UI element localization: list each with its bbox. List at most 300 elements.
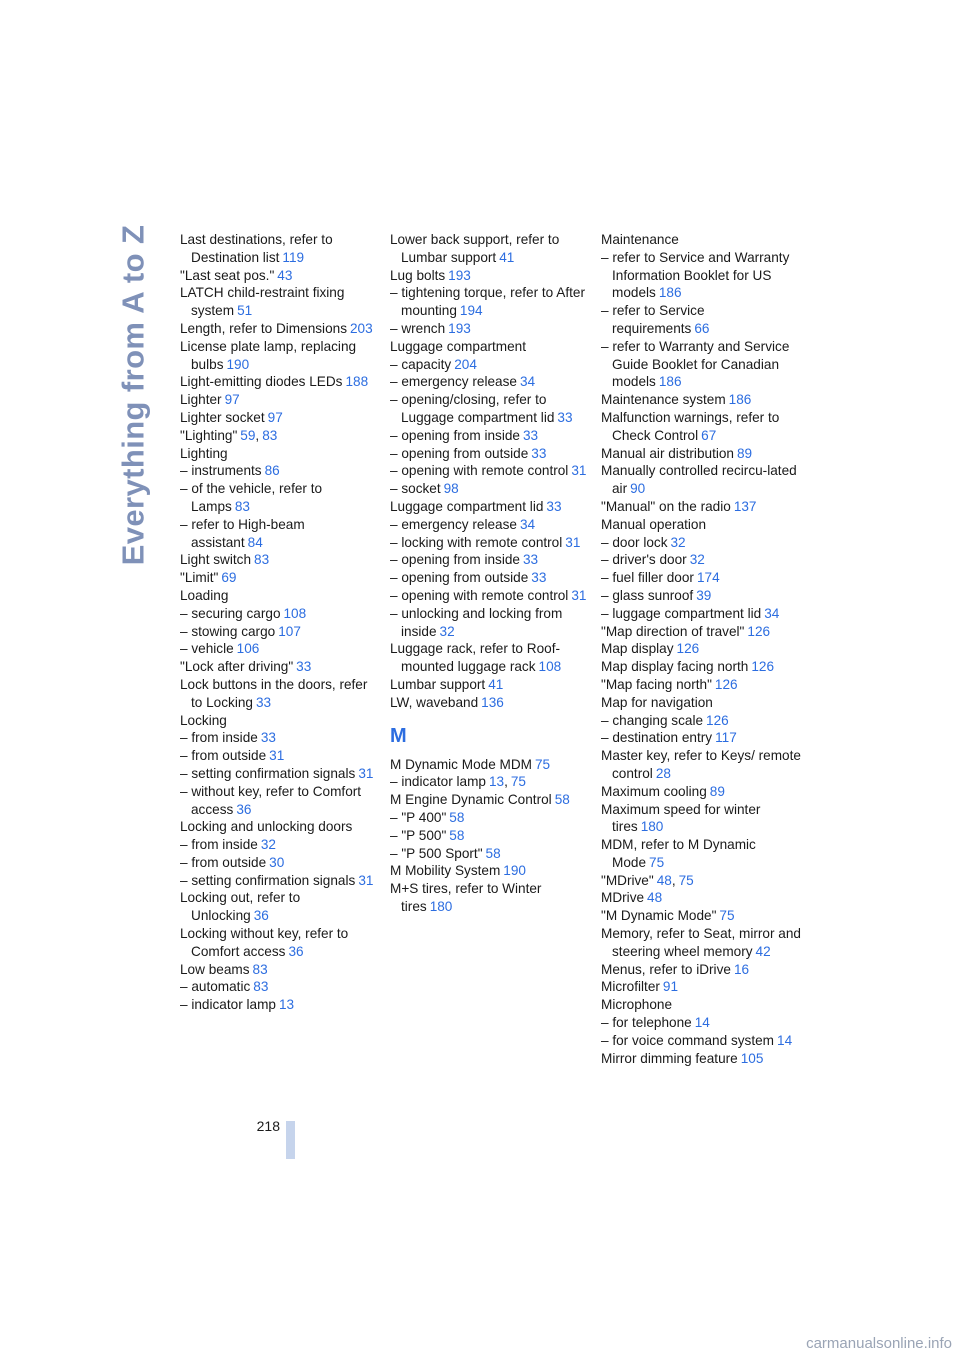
index-entry-term: MDM, refer to M Dynamic Mode	[601, 837, 756, 870]
index-entry	[180, 658, 380, 676]
index-entry	[390, 773, 590, 791]
index-entry-term: – opening from outside	[390, 570, 529, 586]
index-entry-term: – socket	[390, 481, 441, 497]
index-entry	[601, 338, 801, 391]
page-reference-link[interactable]: 126	[706, 712, 729, 728]
index-entry-term: – luggage compartment lid	[601, 605, 762, 621]
index-entry-term: Menus, refer to iDrive	[601, 961, 731, 977]
page-reference-link[interactable]: 30	[269, 854, 285, 870]
index-entry-term: – setting confirmation signals	[180, 765, 356, 781]
page-reference-link[interactable]: 89	[709, 783, 725, 799]
index-entry-term: Locking out, refer to Unlocking	[180, 890, 301, 924]
index-entry	[601, 391, 801, 409]
index-entry	[390, 587, 590, 605]
index-entry-term: – glass sunroof	[601, 587, 694, 603]
page-reference-link[interactable]: 58	[449, 809, 465, 825]
index-entry-term: Lower back support, refer to Lumbar support	[390, 232, 560, 265]
index-entry-term: Microfilter	[601, 979, 660, 995]
index-entry	[180, 729, 380, 747]
index-entry	[390, 373, 590, 391]
index-entry-term: "M Dynamic Mode"	[601, 908, 717, 924]
page-reference-link[interactable]: 126	[751, 659, 775, 675]
index-entry	[390, 676, 590, 694]
index-entry-term: Luggage compartment	[390, 338, 527, 354]
index-entry	[390, 427, 590, 445]
page-reference-link[interactable]: 33	[522, 552, 539, 568]
index-entry-term: Microphone	[601, 997, 673, 1013]
page-reference-link[interactable]: 58	[554, 792, 570, 808]
index-entry	[601, 747, 801, 783]
index-column-3	[601, 231, 801, 1067]
index-letter-heading: M	[390, 724, 407, 747]
page-reference-link[interactable]: 33	[531, 570, 547, 586]
index-entry	[180, 373, 380, 391]
index-entry-term: – emergency release	[390, 374, 517, 390]
index-entry-term: – without key, refer to Comfort access	[180, 783, 362, 817]
page-reference-link[interactable]: 58	[485, 845, 501, 861]
index-entry-term: – refer to Service requirements	[601, 303, 705, 336]
index-entry-term: Manual air distribution	[601, 445, 734, 461]
page-reference-link[interactable]: 14	[694, 1015, 710, 1031]
index-entry-term: Malfunction warnings, refer to Check Control	[601, 409, 780, 443]
page-reference-link[interactable]: 90	[630, 481, 646, 497]
page-ref-separator: ,	[671, 872, 676, 888]
page-reference-link[interactable]: 41	[499, 249, 515, 265]
index-entry	[390, 338, 590, 356]
index-entry-term: Manually controlled recircu-lated air	[601, 463, 797, 497]
page-reference-link[interactable]: 203	[350, 320, 373, 336]
page-reference-link[interactable]: 83	[253, 979, 269, 995]
index-entry	[601, 569, 801, 587]
page-reference-link[interactable]: 28	[655, 765, 671, 781]
index-entry-term: – "P 500 Sport"	[390, 845, 483, 861]
index-entry	[601, 445, 801, 463]
index-entry	[601, 605, 801, 623]
index-entry-term: – fuel filler door	[601, 570, 694, 586]
index-entry	[180, 889, 380, 925]
page-reference-link[interactable]: 66	[694, 320, 710, 336]
index-entry	[601, 640, 801, 658]
index-entry	[390, 267, 590, 285]
index-entry	[180, 747, 380, 765]
index-entry-term: – vehicle	[180, 641, 234, 657]
index-entry	[180, 267, 380, 285]
page-reference-link[interactable]: 193	[448, 267, 471, 283]
index-entry-term: Last destinations, refer to Destination list	[180, 232, 333, 265]
index-entry	[180, 925, 380, 961]
page-ref-separator: ,	[504, 774, 508, 790]
index-entry-term: – opening from inside	[390, 427, 520, 443]
page-reference-link[interactable]: 186	[658, 285, 682, 301]
index-entry	[390, 534, 590, 552]
index-entry	[180, 623, 380, 641]
page-reference-link[interactable]: 33	[255, 694, 272, 710]
index-entry-term: – door lock	[601, 534, 668, 550]
index-entry-term: LW, waveband	[390, 694, 479, 710]
page-reference-link[interactable]: 86	[264, 463, 280, 479]
index-entry	[180, 978, 380, 996]
page-reference-link[interactable]: 97	[224, 392, 240, 408]
page-reference-link[interactable]: 204	[454, 356, 477, 372]
index-entry-term: – instruments	[180, 463, 262, 479]
index-entry-term: M Engine Dynamic Control	[390, 792, 552, 808]
index-entry	[390, 640, 590, 676]
page-reference-link[interactable]: 91	[662, 979, 679, 995]
page-reference-link[interactable]: 48	[647, 890, 663, 906]
index-entry-term: – opening from inside	[390, 552, 520, 568]
index-entry-term: Low beams	[180, 961, 250, 977]
index-entry-term: – refer to Warranty and Service Guide Booklet for Canadian models	[601, 338, 790, 390]
index-entry-term: "Last seat pos."	[180, 267, 275, 283]
index-entry	[180, 427, 380, 445]
index-entry	[180, 676, 380, 712]
page-reference-link[interactable]: 42	[755, 943, 771, 959]
index-entry-term: MDrive	[601, 890, 645, 906]
index-entry	[601, 534, 801, 552]
index-entry-term: – destination entry	[601, 730, 713, 746]
page-reference-link[interactable]: 108	[283, 605, 307, 621]
page-reference-link[interactable]: 13	[278, 997, 295, 1013]
index-entry	[180, 640, 380, 658]
page-reference-link[interactable]: 98	[443, 481, 459, 497]
index-entry	[390, 569, 590, 587]
index-entry	[601, 907, 801, 925]
index-entry	[601, 249, 801, 302]
page-reference-link[interactable]: 32	[439, 623, 455, 639]
index-entry-term: – for voice command system	[601, 1032, 775, 1048]
page-reference-link[interactable]: 16	[733, 961, 750, 977]
index-entry	[601, 658, 801, 676]
page-reference-link[interactable]: 75	[535, 756, 551, 772]
index-entry	[601, 694, 801, 712]
page-reference-link[interactable]: 32	[260, 837, 276, 853]
page-ref-separator: ,	[255, 427, 260, 443]
index-entry	[180, 712, 380, 730]
page-reference-link[interactable]: 186	[658, 374, 682, 390]
index-entry-term: Luggage rack, refer to Roof-mounted luggage rack	[390, 641, 561, 675]
index-entry	[390, 445, 590, 463]
page-reference-link[interactable]: 31	[358, 872, 374, 888]
index-entry-term: Manual operation	[601, 516, 707, 532]
index-entry	[180, 480, 380, 516]
index-entry-term: Lug bolts	[390, 267, 446, 283]
index-entry-term: Memory, refer to Seat, mirror and steering wheel memory	[601, 926, 801, 959]
page-reference-link[interactable]: 119	[282, 249, 305, 265]
index-entry-term: – opening with remote control	[390, 587, 569, 603]
index-entry-term: Loading	[180, 587, 229, 603]
watermark: carmanualsonline.info	[806, 1335, 952, 1352]
index-entry-term: Map for navigation	[601, 694, 713, 710]
page-reference-link[interactable]: 194	[459, 303, 483, 319]
page-reference-link[interactable]: 137	[733, 498, 757, 514]
page-reference-link[interactable]: 51	[237, 303, 253, 319]
page-reference-link[interactable]: 97	[267, 409, 283, 425]
index-entry-term: Maintenance system	[601, 392, 726, 408]
page-reference-link[interactable]: 75	[510, 774, 526, 790]
page-number: 218	[256, 1118, 280, 1134]
index-entry-term: Maintenance	[601, 232, 679, 247]
page-reference-link[interactable]: 75	[719, 908, 735, 924]
index-entry-term: M Dynamic Mode MDM	[390, 756, 532, 772]
page-reference-link[interactable]: 33	[522, 427, 539, 443]
page-reference-link[interactable]: 108	[538, 659, 562, 675]
page-reference-link[interactable]: 105	[740, 1050, 764, 1066]
index-entry-term: "Map direction of travel"	[601, 623, 745, 639]
index-entry	[601, 676, 801, 694]
index-entry	[390, 809, 590, 827]
index-entry	[601, 978, 801, 996]
page-reference-link[interactable]: 69	[221, 570, 237, 586]
index-entry	[180, 516, 380, 552]
page-reference-link[interactable]: 89	[736, 445, 753, 461]
index-entry	[390, 845, 590, 863]
page-reference-link[interactable]: 34	[519, 516, 536, 532]
index-entry	[601, 498, 801, 516]
page-reference-link[interactable]: 107	[278, 623, 301, 639]
index-entry	[180, 996, 380, 1014]
index-entry-term: – opening/closing, refer to Luggage compartment lid	[390, 392, 555, 425]
page-reference-link[interactable]: 48	[656, 872, 672, 888]
index-entry	[180, 605, 380, 623]
index-entry	[390, 880, 590, 916]
page-reference-link[interactable]: 59	[240, 427, 256, 443]
index-entry	[390, 862, 590, 880]
section-side-title	[112, 224, 154, 566]
index-entry	[601, 409, 801, 445]
index-entry-term: M+S tires, refer to Winter tires	[390, 881, 542, 914]
page-reference-link[interactable]: 33	[557, 409, 573, 425]
index-entry	[390, 356, 590, 374]
index-entry-term: "Lock after driving"	[180, 659, 294, 675]
index-entry	[390, 320, 590, 338]
page-reference-link[interactable]: 106	[236, 641, 260, 657]
page-reference-link[interactable]: 14	[777, 1032, 793, 1048]
index-entry	[180, 569, 380, 587]
page-reference-link[interactable]: 180	[640, 819, 664, 835]
page-reference-link[interactable]: 83	[254, 552, 270, 568]
index-entry	[601, 836, 801, 872]
index-entry-term: Light switch	[180, 552, 252, 568]
index-entry-term: – emergency release	[390, 516, 517, 532]
page-reference-link[interactable]: 13	[488, 774, 505, 790]
index-entry-term: – tightening torque, refer to After mounting	[390, 285, 585, 319]
page-reference-link[interactable]: 39	[696, 587, 712, 603]
index-entry-term: Lighting	[180, 445, 228, 461]
index-entry	[390, 498, 590, 516]
page-reference-link[interactable]: 67	[701, 427, 717, 443]
index-entry	[180, 338, 380, 374]
page-reference-link[interactable]: 126	[747, 623, 771, 639]
index-entry	[180, 462, 380, 480]
page-reference-link[interactable]: 174	[696, 570, 720, 586]
index-entry	[180, 854, 380, 872]
page-reference-link[interactable]: 117	[715, 730, 737, 746]
page-reference-link[interactable]: 83	[252, 961, 268, 977]
index-entry-term: Mirror dimming feature	[601, 1050, 738, 1066]
index-entry	[601, 1014, 801, 1032]
page-reference-link[interactable]: 32	[670, 534, 686, 550]
section-side-title-text: Everything from A to Z	[115, 224, 151, 566]
index-entry-term: Locking	[180, 712, 227, 728]
page-reference-link[interactable]: 36	[253, 908, 269, 924]
index-entry-term: – indicator lamp	[180, 997, 276, 1013]
index-entry-term: – setting confirmation signals	[180, 872, 356, 888]
index-entry	[180, 391, 380, 409]
index-entry-term: – wrench	[390, 320, 446, 336]
index-entry-term: – "P 500"	[390, 827, 447, 843]
index-entry	[390, 480, 590, 498]
index-entry-term: Locking without key, refer to Comfort access	[180, 926, 349, 959]
page-reference-link[interactable]: 34	[519, 374, 536, 390]
index-entry-term: "Manual" on the radio	[601, 498, 731, 514]
index-entry-term: – from inside	[180, 730, 258, 746]
index-entry-term: Length, refer to Dimensions	[180, 320, 347, 336]
index-entry-term: – unlocking and locking from inside	[390, 605, 563, 639]
index-entry	[601, 1032, 801, 1050]
index-entry	[180, 587, 380, 605]
index-entry-term: – capacity	[390, 356, 452, 372]
page-reference-link[interactable]: 43	[277, 267, 293, 283]
page-reference-link[interactable]: 31	[571, 463, 587, 479]
page-reference-link[interactable]: 136	[481, 694, 504, 710]
index-column-2	[390, 231, 590, 916]
index-entry	[180, 783, 380, 819]
index-entry	[180, 231, 380, 267]
index-entry	[601, 551, 801, 569]
page-reference-link[interactable]: 36	[288, 943, 304, 959]
page-reference-link[interactable]: 190	[503, 863, 526, 879]
index-entry-term: – "P 400"	[390, 809, 447, 825]
index-entry	[390, 791, 590, 809]
index-entry-term: – locking with remote control	[390, 534, 563, 550]
page-reference-link[interactable]: 75	[649, 854, 665, 870]
index-entry	[180, 551, 380, 569]
index-entry-term: Lock buttons in the doors, refer to Locking	[180, 676, 368, 710]
index-entry	[601, 302, 801, 338]
index-entry	[180, 765, 380, 783]
index-entry-term: "Limit"	[180, 570, 219, 586]
index-entry	[601, 925, 801, 961]
index-entry-term: Luggage compartment lid	[390, 498, 544, 514]
index-entry	[601, 889, 801, 907]
index-entry	[180, 818, 380, 836]
page-reference-link[interactable]: 126	[676, 641, 700, 657]
index-entry	[390, 284, 590, 320]
index-entry-term: – indicator lamp	[390, 774, 486, 790]
index-entry-term: – of the vehicle, refer to Lamps	[180, 481, 323, 514]
index-entry	[601, 623, 801, 641]
index-entry	[601, 587, 801, 605]
index-entry-term: Lumbar support	[390, 676, 486, 692]
index-entry-term: – refer to Service and Warranty Information Booklet for US models	[601, 249, 790, 301]
index-entry-term: "Map facing north"	[601, 676, 712, 692]
index-entry	[601, 516, 801, 534]
index-entry-term: Maximum speed for winter tires	[601, 801, 761, 835]
index-entry	[601, 872, 801, 890]
index-column-1	[180, 231, 380, 1014]
index-entry	[180, 445, 380, 463]
index-entry-term: Map display facing north	[601, 659, 749, 675]
page-reference-link[interactable]: 180	[429, 898, 453, 914]
page-reference-link[interactable]: 190	[226, 356, 250, 372]
index-entry	[601, 729, 801, 747]
page-reference-link[interactable]: 83	[262, 427, 278, 443]
page-reference-link[interactable]: 83	[234, 498, 250, 514]
index-entry-term: LATCH child-restraint fixing system	[180, 285, 345, 319]
index-entry-term: – from outside	[180, 854, 267, 870]
index-entry	[180, 872, 380, 890]
index-entry	[180, 320, 380, 338]
index-entry	[180, 836, 380, 854]
index-entry-term: – changing scale	[601, 712, 704, 728]
page-reference-link[interactable]: 31	[269, 748, 285, 764]
index-entry-term: Locking and unlocking doors	[180, 819, 353, 835]
index-entry-term: "Lighting"	[180, 427, 238, 443]
index-entry	[601, 231, 801, 249]
page-reference-link[interactable]: 33	[260, 730, 276, 746]
index-entry-term: License plate lamp, replacing bulbs	[180, 338, 357, 372]
page-reference-link[interactable]: 126	[714, 676, 738, 692]
page-reference-link[interactable]: 31	[571, 587, 587, 603]
page-reference-link[interactable]: 193	[448, 320, 471, 336]
page-reference-link[interactable]: 186	[728, 392, 752, 408]
page-reference-link[interactable]: 36	[236, 801, 252, 817]
index-entry	[390, 605, 590, 641]
page-reference-link[interactable]: 31	[358, 765, 374, 781]
index-entry	[390, 551, 590, 569]
index-entry-term: – opening with remote control	[390, 463, 569, 479]
page-reference-link[interactable]: 41	[488, 676, 504, 692]
index-entry	[390, 231, 590, 267]
index-entry	[390, 516, 590, 534]
page-reference-link[interactable]: 32	[689, 552, 705, 568]
index-entry-term: – refer to High-beam assistant	[180, 516, 305, 550]
index-entry-term: – opening from outside	[390, 445, 529, 461]
index-entry	[601, 801, 801, 837]
page-reference-link[interactable]: 34	[764, 605, 780, 621]
index-entry-term: Lighter	[180, 392, 222, 408]
index-entry-term: Map display	[601, 641, 674, 657]
index-entry-term: "MDrive"	[601, 872, 654, 888]
index-entry	[180, 409, 380, 427]
index-entry-term: Light-emitting diodes LEDs	[180, 374, 343, 390]
page-reference-link[interactable]: 58	[449, 827, 465, 843]
index-entry	[390, 462, 590, 480]
page-reference-link[interactable]: 31	[565, 534, 581, 550]
index-entry-term: – securing cargo	[180, 605, 281, 621]
page-reference-link[interactable]: 188	[345, 374, 369, 390]
index-entry	[601, 1050, 801, 1068]
page-reference-link[interactable]: 84	[247, 534, 263, 550]
index-entry	[180, 284, 380, 320]
index-entry	[390, 694, 590, 712]
index-entry-term: M Mobility System	[390, 863, 501, 879]
index-entry	[601, 462, 801, 498]
index-entry	[601, 961, 801, 979]
page-reference-link[interactable]: 33	[531, 445, 547, 461]
page-reference-link[interactable]: 75	[678, 872, 694, 888]
index-entry-term: – from inside	[180, 837, 258, 853]
page-marker-bar	[286, 1121, 295, 1159]
index-entry	[390, 827, 590, 845]
index-entry	[390, 756, 590, 774]
index-entry-term: Master key, refer to Keys/ remote control	[601, 748, 801, 781]
page-reference-link[interactable]: 33	[296, 659, 312, 675]
index-entry-term: – driver's door	[601, 552, 687, 568]
index-entry	[390, 391, 590, 427]
page-reference-link[interactable]: 33	[546, 498, 562, 514]
index-entry-term: Lighter socket	[180, 409, 265, 425]
